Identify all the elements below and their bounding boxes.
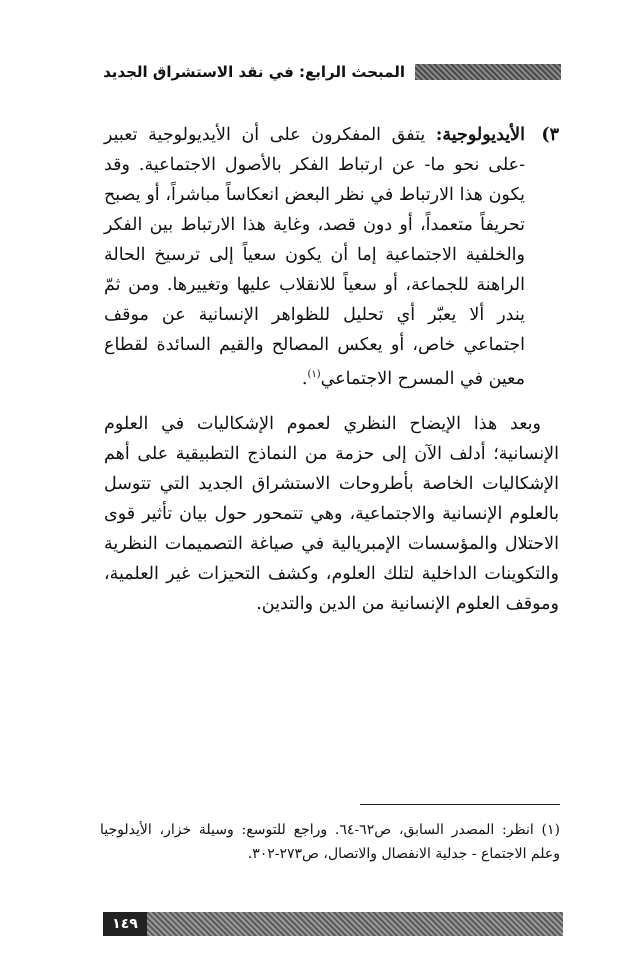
running-header bbox=[103, 58, 561, 86]
header-decor-bar bbox=[415, 64, 561, 80]
body-paragraph: وبعد هذا الإيضاح النظري لعموم الإشكاليات في العلوم الإنسانية؛ أدلف الآن إلى حزمة من النماذج التطبيقية على أهم الإشكاليات الخاصة بأطروحات الاستشراق الجديد التي تتوسل بالعلوم الإنسانية والاجتماعية، وهي تتمحور حول بيان تأثير قوى الاحتلال والمؤسسات الإمبريالية في صياغة التصميمات النظرية والتكوينات الداخلية لتلك العلوم، وكشف التحيزات غير العلمية، وموقف العلوم الإنسانية من الدين والتدين. bbox=[104, 413, 559, 614]
item-body bbox=[104, 120, 525, 394]
main-content bbox=[104, 120, 559, 619]
header-title: المبحث الرابع: في نقد الاستشراق الجديد bbox=[103, 63, 405, 81]
footnote-ref[interactable]: (١) bbox=[307, 369, 321, 380]
numbered-item bbox=[104, 120, 559, 394]
page-number: ١٤٩ bbox=[103, 912, 147, 936]
item-text: يتفق المفكرون على أن الأيديولوجية تعبير -على نحو ما- عن ارتباط الفكر بالأصول الاجتماعية. وقد يكون هذا الارتباط في نظر البعض انعكاساً مباشراً، أو يصبح تحريفاً متعمداً، أو دون قصد، وغاية هذا الارتباط بين الفكر والخلفية الاجتماعية إما أن يكون سعياً إلى ترسيخ الحالة الراهنة للجماعة، أو سعياً للانقلاب عليها وتغييرها. ومن ثمّ يندر ألا يعبّر أي تحليل للظواهر الإنسانية عن موقف اجتماعي خاص، أو يعكس المصالح والقيم السائدة لقطاع معين في المسرح الاجتماعي bbox=[104, 125, 525, 389]
footnote-divider bbox=[360, 804, 560, 805]
footnote: (١) انظر: المصدر السابق، ص٦٢-٦٤. وراجع للتوسع: وسيلة خزار، الأيدلوجيا وعلم الاجتماع - جدلية الانفصال والاتصال، ص٢٧٣-٣٠٢. bbox=[100, 822, 561, 862]
item-paragraph bbox=[104, 120, 525, 394]
item-number: ٣) bbox=[541, 125, 559, 145]
footnotes bbox=[100, 818, 560, 866]
item-term: الأيديولوجية: bbox=[435, 125, 525, 145]
footer-decor-bar bbox=[147, 912, 563, 936]
item-end: . bbox=[301, 368, 308, 389]
